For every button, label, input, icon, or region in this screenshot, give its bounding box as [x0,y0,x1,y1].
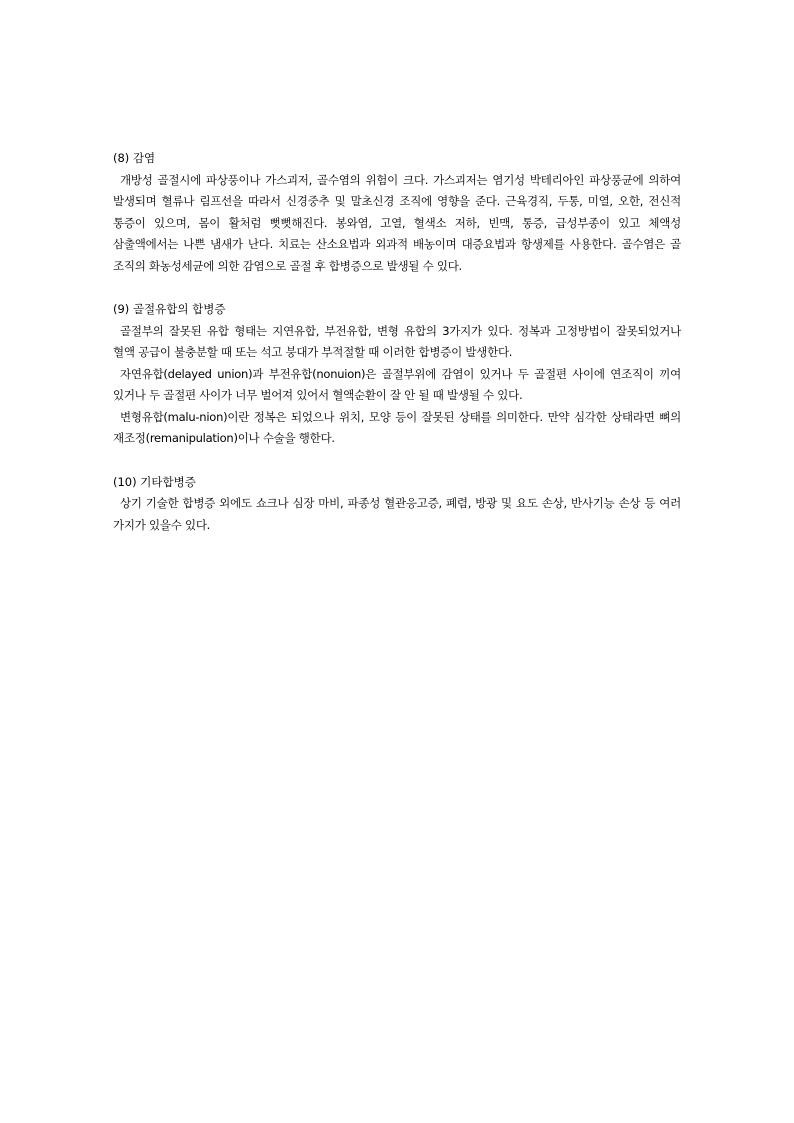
paragraph: 골절부의 잘못된 유합 형태는 지연유합, 부전유합, 변형 유합의 3가지가 있다. 정복과 고정방법이 잘못되었거나 혈액 공급이 불충분할 때 또는 석고 붕대가 부적절할 때 이러한 합병증이 발생한다. [113,323,681,359]
section-heading: (10) 기타합병증 [113,474,196,489]
section-heading: (8) 감염 [113,151,156,165]
paragraph: 개방성 골절시에 파상풍이나 가스괴저, 골수염의 위험이 크다. 가스괴저는 염기성 박테리아인 파상풍균에 의하여 발생되며 혈류나 림프선을 따라서 신경중추 및 말초신경 조직에 영향을 준다. 근육경직, 두통, 미열, 오한, 전신적 통증이 있으며, 몸이 활처럼 뻣뻣해진다. 봉와염, 고열, 혈색소 저하, 빈맥, 통증, 급성부종이 있고 체액성 삼출액에서는 나쁜 냄새가 난다. 치료는 산소요법과 외과적 배농이며 대증요법과 항생제를 사용한다. 골수염은 골 조직의 화농성세균에 의한 감염으로 골절 후 합병증으로 발생될 수 있다. [113,172,681,273]
section-infection [113,148,681,277]
section-heading: (9) 골절유합의 합병증 [113,302,226,316]
section-other-complications [113,472,681,537]
paragraph: 변형유합(malu-nion)이란 정복은 되었으나 위치, 모양 등이 잘못된 상태를 의미한다. 만약 심각한 상태라면 뼈의 재조정(remanipulation)이나 수술을 행한다. [113,409,681,445]
paragraph: 상기 기술한 합병증 외에도 쇼크나 심장 마비, 파종성 혈관응고증, 폐렴, 방광 및 요도 손상, 반사기능 손상 등 여러 가지가 있을수 있다. [113,496,681,532]
section-union-complications [113,299,681,450]
document-page [113,148,681,558]
paragraph: 자연유합(delayed union)과 부전유합(nonuion)은 골절부위에 감염이 있거나 두 골절편 사이에 연조직이 끼여 있거나 두 골절편 사이가 너무 벌어져 있어서 혈액순환이 잘 안 될 때 발생될 수 있다. [113,366,681,402]
